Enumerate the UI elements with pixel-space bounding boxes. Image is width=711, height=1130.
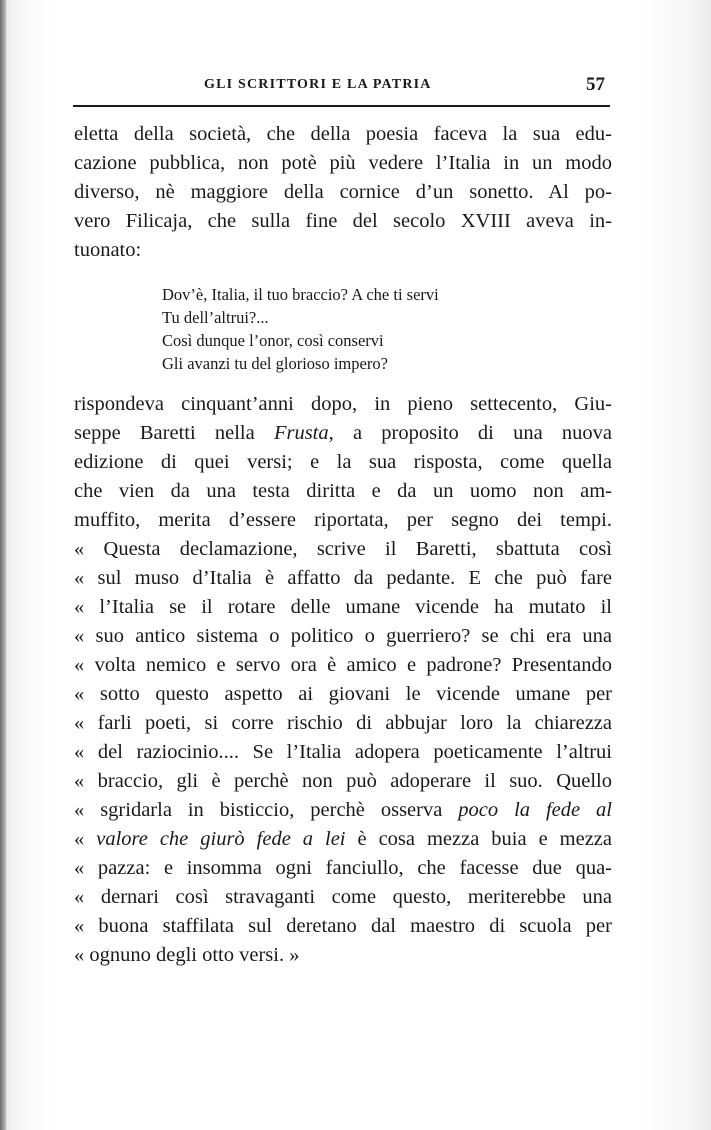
text-line: che vien da una testa diritta e da un uomo non am- xyxy=(74,480,612,502)
text-line: « l’Italia se il rotare delle umane vicende ha mutato il xyxy=(74,596,612,618)
text-line: « ognuno degli otto versi. » xyxy=(74,944,300,966)
text-line xyxy=(74,825,612,854)
verse-line: Così dunque l’onor, così conservi xyxy=(162,331,384,350)
text-line: tuonato: xyxy=(74,239,142,261)
italic-quote: poco la fede al xyxy=(458,799,612,821)
page-gutter-shadow xyxy=(0,0,6,1130)
header-rule xyxy=(73,105,610,107)
paragraph-2 xyxy=(74,390,612,970)
text-line: « volta nemico e servo ora è amico e padrone? Presentando xyxy=(74,654,612,676)
text-line: cazione pubblica, non potè più vedere l’Italia in un modo xyxy=(74,152,612,174)
title-frusta: Frusta xyxy=(273,422,329,444)
text-line: « Questa declamazione, scrive il Baretti, sbattuta così xyxy=(74,538,612,560)
text-line: « buona staffilata sul deretano dal maestro di scuola per xyxy=(74,915,612,937)
page-number: 57 xyxy=(586,74,605,95)
text-run: « xyxy=(74,828,97,850)
text-line: « dernari così stravaganti come questo, meriterebbe una xyxy=(74,886,612,908)
verse-line: Dov’è, Italia, il tuo braccio? A che ti servi xyxy=(162,285,439,304)
verse-quotation xyxy=(162,283,439,375)
text-line: « braccio, gli è perchè non può adoperare il suo. Quello xyxy=(74,770,612,792)
verse-line: Gli avanzi tu del glorioso impero? xyxy=(162,354,388,373)
text-line xyxy=(74,796,612,825)
text-line: muffito, merita d’essere riportata, per segno dei tempi. xyxy=(74,509,612,531)
text-line: eletta della società, che della poesia faceva la sua edu- xyxy=(74,123,612,145)
text-run: è cosa mezza buia e mezza xyxy=(345,828,612,850)
running-title: GLI SCRITTORI E LA PATRIA xyxy=(204,77,432,92)
text-line: « suo antico sistema o politico o guerriero? se chi era una xyxy=(74,625,612,647)
paragraph-1 xyxy=(74,120,612,265)
verse-line: Tu dell’altrui?... xyxy=(162,308,269,327)
text-run: , a proposito di una nuova xyxy=(328,422,612,444)
text-line: « sul muso d’Italia è affatto da pedante. E che può fare xyxy=(74,567,612,589)
text-line: vero Filicaja, che sulla fine del secolo XVIII aveva in- xyxy=(74,210,612,232)
text-line: « farli poeti, si corre rischio di abbujar loro la chiarezza xyxy=(74,712,612,734)
text-line: « del raziocinio.... Se l’Italia adopera poeticamente l’altrui xyxy=(74,741,612,763)
text-line: diverso, nè maggiore della cornice d’un sonetto. Al po- xyxy=(74,181,612,203)
italic-quote: valore che giurò fede a lei xyxy=(96,828,346,850)
text-line: « pazza: e insomma ogni fanciullo, che facesse due qua- xyxy=(74,857,612,879)
text-run: seppe Baretti nella xyxy=(74,422,274,444)
text-line: edizione di quei versi; e la sua risposta, come quella xyxy=(74,451,612,473)
text-line xyxy=(74,419,612,448)
text-run: « sgridarla in bisticcio, perchè osserva xyxy=(74,799,459,821)
text-line: « sotto questo aspetto ai giovani le vicende umane per xyxy=(74,683,612,705)
text-line: rispondeva cinquant’anni dopo, in pieno settecento, Giu- xyxy=(74,393,612,415)
